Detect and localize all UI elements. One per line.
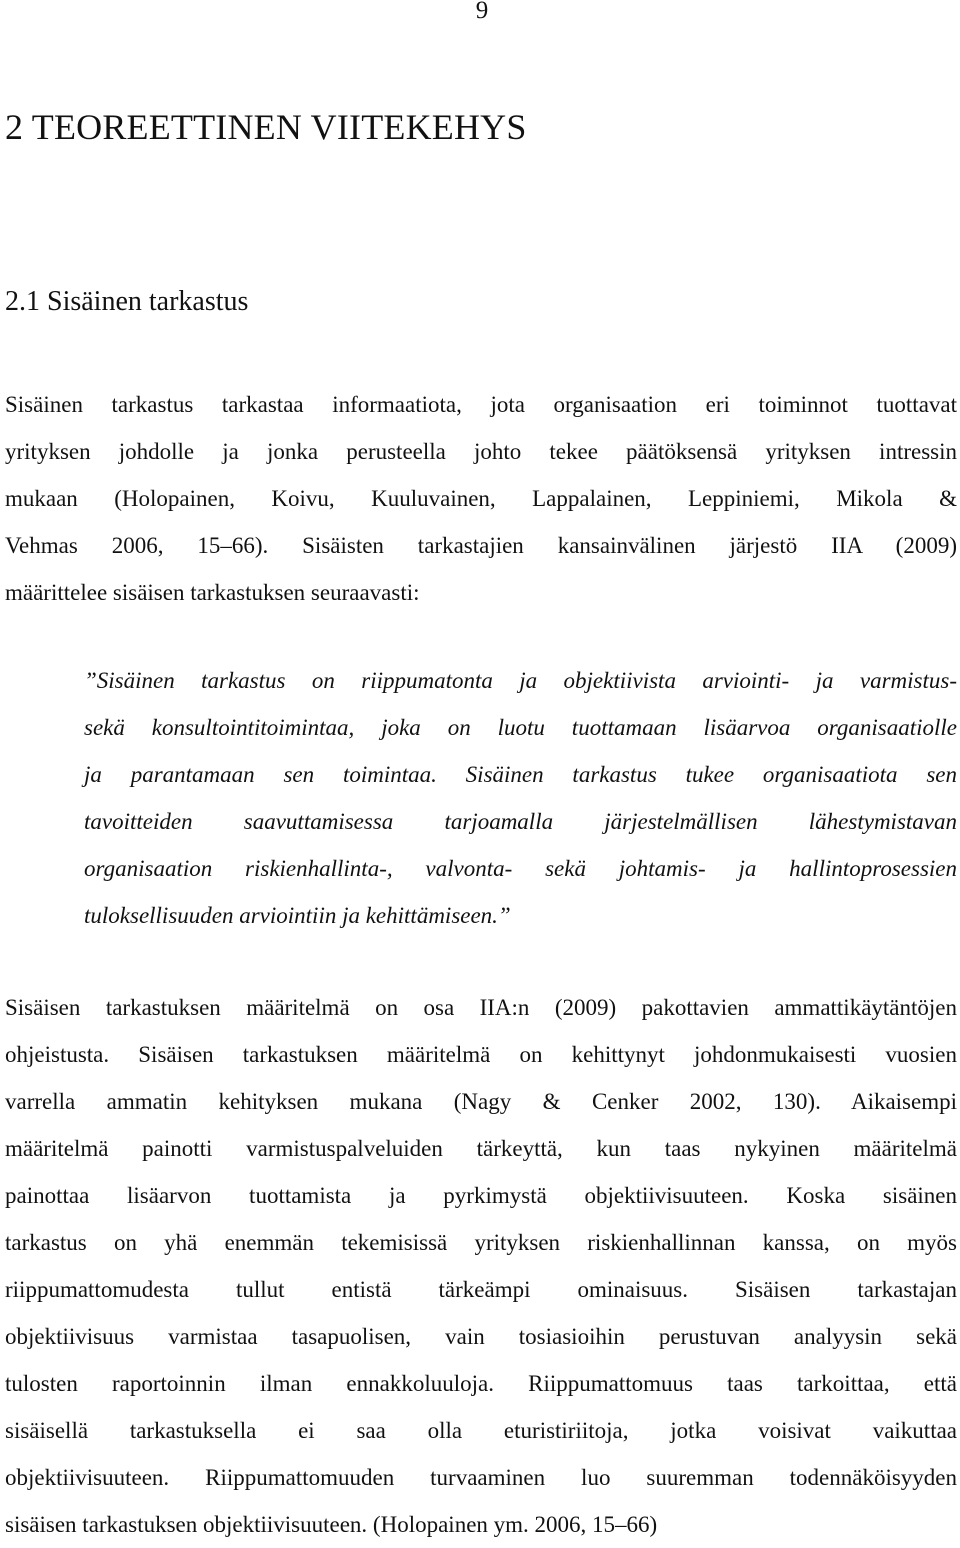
definition-quote bbox=[84, 657, 957, 939]
quote-line: ”Sisäinen tarkastus on riippumatonta ja objektiivista arviointi- ja varmistus- bbox=[84, 668, 957, 693]
quote-line: tuloksellisuuden arviointiin ja kehittämiseen.” bbox=[84, 903, 511, 928]
quote-line: organisaation riskienhallinta-, valvonta- sekä johtamis- ja hallintoprosessien bbox=[84, 856, 957, 881]
text-line: objektiivisuuteen. Riippumattomuuden turvaaminen luo suuremman todennäköisyyden bbox=[5, 1465, 957, 1490]
text-line: varrella ammatin kehityksen mukana (Nagy & Cenker 2002, 130). Aikaisempi bbox=[5, 1089, 957, 1114]
text-line: määrittelee sisäisen tarkastuksen seuraavasti: bbox=[5, 580, 420, 605]
text-line: yrityksen johdolle ja jonka perusteella johto tekee päätöksensä yrityksen intressin bbox=[5, 439, 957, 464]
text-line: sisäisen tarkastuksen objektiivisuuteen. (Holopainen ym. 2006, 15–66) bbox=[5, 1512, 658, 1537]
text-line: tarkastus on yhä enemmän tekemisissä yrityksen riskienhallinnan kanssa, on myös bbox=[5, 1230, 957, 1255]
text-line: riippumattomudesta tullut entistä tärkeämpi ominaisuus. Sisäisen tarkastajan bbox=[5, 1277, 957, 1302]
section-title: 2.1 Sisäinen tarkastus bbox=[5, 286, 249, 317]
body-paragraph bbox=[5, 984, 957, 1548]
page-number: 9 bbox=[475, 0, 489, 24]
text-line: painottaa lisäarvon tuottamista ja pyrkimystä objektiivisuuteen. Koska sisäinen bbox=[5, 1183, 957, 1208]
quote-line: ja parantamaan sen toimintaa. Sisäinen tarkastus tukee organisaatiota sen bbox=[84, 762, 957, 787]
text-line: sisäisellä tarkastuksella ei saa olla eturistiriitoja, jotka voisivat vaikuttaa bbox=[5, 1418, 957, 1443]
text-line: määritelmä painotti varmistuspalveluiden tärkeyttä, kun taas nykyinen määritelmä bbox=[5, 1136, 957, 1161]
quote-line: tavoitteiden saavuttamisessa tarjoamalla järjestelmällisen lähestymistavan bbox=[84, 809, 957, 834]
text-line: Sisäisen tarkastuksen määritelmä on osa IIA:n (2009) pakottavien ammattikäytäntöjen bbox=[5, 995, 957, 1020]
text-line: objektiivisuus varmistaa tasapuolisen, vain tosiasioihin perustuvan analyysin sekä bbox=[5, 1324, 957, 1349]
text-line: mukaan (Holopainen, Koivu, Kuuluvainen, Lappalainen, Leppiniemi, Mikola & bbox=[5, 486, 957, 511]
text-line: Vehmas 2006, 15–66). Sisäisten tarkastajien kansainvälinen järjestö IIA (2009) bbox=[5, 533, 957, 558]
text-line: tulosten raportoinnin ilman ennakkoluuloja. Riippumattomuus taas tarkoittaa, että bbox=[5, 1371, 957, 1396]
text-line: ohjeistusta. Sisäisen tarkastuksen määritelmä on kehittynyt johdonmukaisesti vuosien bbox=[5, 1042, 957, 1067]
text-line: Sisäinen tarkastus tarkastaa informaatiota, jota organisaation eri toiminnot tuottavat bbox=[5, 392, 957, 417]
intro-paragraph bbox=[5, 381, 957, 616]
chapter-title: 2 TEOREETTINEN VIITEKEHYS bbox=[5, 107, 527, 147]
quote-line: sekä konsultointitoimintaa, joka on luotu tuottamaan lisäarvoa organisaatiolle bbox=[84, 715, 957, 740]
